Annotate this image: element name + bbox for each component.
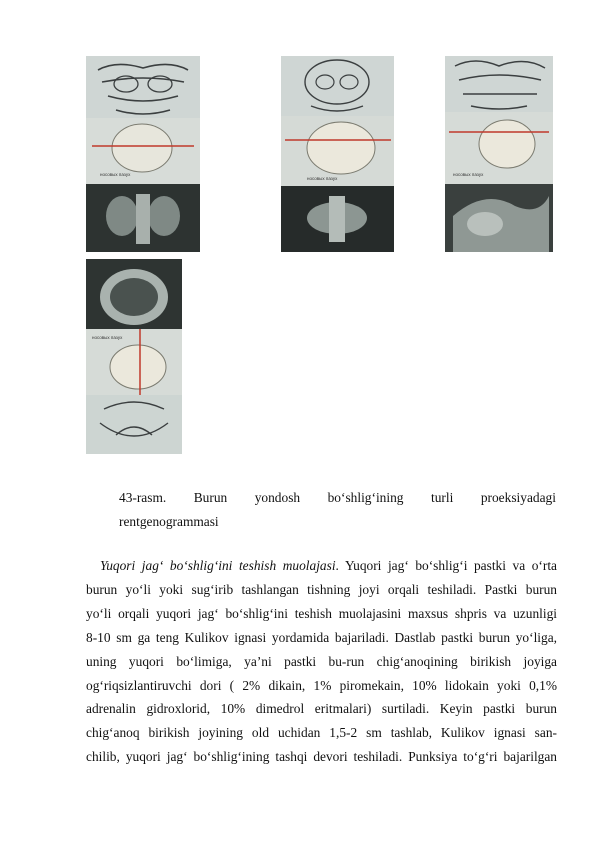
xray-plate-4 [86,259,182,454]
xray-plate-2-image [281,56,394,252]
paragraph-line: og‘riqsizlantiruvchi dori ( 2% dikain, 1% piromekain, 10% lidokain yoki 0,1% [86,677,557,693]
figure-caption-line2: rentgenogrammasi [119,514,219,529]
caption-word: bo‘shlig‘ining [327,490,404,505]
caption-word: 43-rasm. [119,490,167,505]
xray-plate-1 [86,56,200,252]
paragraph-line: burun yo‘li yoki sug‘irib tashlangan tishning joyi orqali teshiladi. Pastki burun [86,581,557,597]
xray-plate-2 [281,56,394,252]
paragraph-line: 8-10 sm ga teng Kulikov ignasi yordamida bajariladi. Dastlab pastki burun yo‘liga, [86,629,557,645]
paragraph-line: chilib, yuqori jag‘ bo‘shlig‘ining tashqi devori teshiladi. Punksiya to‘g‘ri bajarilgan [86,749,557,765]
paragraph-line: adrenalin gidroxlorid, 10% dimedrol eritmalari) surtiladi. Keyin pastki burun [86,701,557,717]
paragraph-title: Yuqori jag‘ bo‘shlig‘ini teshish muolajasi [100,558,336,573]
paragraph-line: yo‘li orqali yuqori jag‘ bo‘shlig‘ini teshish muolajasini maxsus shpris va uzunligi [86,605,557,621]
paragraph-line: chig‘anoq birikish joyining old uchidan 1,5-2 sm tashlab, Kulikov ignasi san- [86,725,557,741]
body-paragraph [86,554,557,769]
paragraph-line-text: . Yuqori jag‘ bo‘shlig‘i pastki va o‘rta [335,558,557,573]
plate-label: носовых пазух [100,172,131,177]
xray-plate-1-image [86,56,200,252]
plate-label: носовых пазух [307,176,338,181]
paragraph-line: uning yuqori bo‘limiga, ya’ni pastki bu-run chig‘anoqining birikish joyiga [86,653,557,669]
xray-plate-3-image [445,56,553,252]
caption-word: turli [431,490,454,505]
caption-word: Burun [193,490,228,505]
figure-caption-line1 [119,486,556,510]
plate-label: носовых пазух [453,172,484,177]
paragraph-line [86,554,557,578]
figure-caption [119,486,556,534]
caption-word: proeksiyadagi [480,490,556,505]
xray-plate-3 [445,56,553,252]
caption-word: yondosh [254,490,301,505]
xray-plate-4-image [86,259,182,454]
plate-label: носовых пазух [92,335,123,340]
